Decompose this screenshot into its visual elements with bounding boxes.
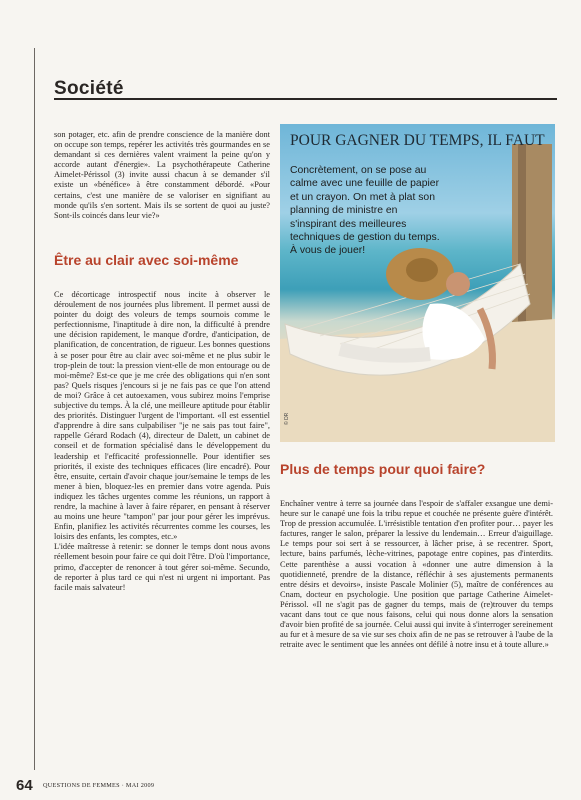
body-paragraph: L'idée maîtresse à retenir: se donner le temps dont nous avons réellement besoin pour faire ce qui doit l'être. D'où l'importance, primo, d'accepter de renoncer à tout gérer soi-même. Secundo, de reporter à plus tard ce qui n'est ni urgent ni important. Pas facile mais salvateur! [54,542,270,592]
body-paragraph: Enchaîner ventre à terre sa journée dans l'espoir de s'affaler exsangue une demi-heure sur le canapé une fois la tribu repue et couchée ne présente guère d'intérêt. Trop de pression accumulée. L'irrésistible tentation d'en profiter pour… payer les factures, ranger le salon, préparer la lessive du lendemain… Erreur d'aiguillage. Le temps pour soi sert à se ressourcer, à lâcher prise, à se recentrer. Sport, lecture, bains parfumés, lèche-vitrines, papotage entre copines, pas d'interdits. Cette parenthèse a aussi vocation à «donner une autre dimension à la quotidienneté, prendre de la distance, réfléchir à ses ajustements permanents entre désirs et devoirs», insiste Pascale Molinier (5), maître de conférences au Cnam, docteur en psychologie. Une position que partage Catherine Aimelet-Périssol. «Il ne s'agit pas de gagner du temps, mais de (re)trouver du temps vacant dans tout ce que nous faisons, celui qui nous donne alors la sensation d'avoir bien profité de sa journée. Celui aussi qui invite à s'interroger sereinement au fur et à mesure de sa vie sur ses choix afin de ne pas se retrouver à l'aube de la retraite avec le sentiment que les années ont défilé à notre insu et à toute allure.» [280,499,553,650]
box-text: Concrètement, on se pose au calme avec une feuille de papier et un crayon. On met à plat son planning de ministre en s'inspirant des meilleures techniques de gestion du temps. À vous de jouer! [290,165,440,257]
column-left-body [54,290,270,593]
intro-paragraph: son potager, etc. afin de prendre conscience de la manière dont on occupe son temps, repérer les activités très gourmandes en se demandant si ces dernières valent vraiment la peine qu'on y accorde autant d'énergie». La psychothérapeute Catherine Aimelet-Périssol (3) invite aussi chacun à se demander s'il existe un «bénéfice» à être constamment débordé. «Pour certains, c'est une manière de se valoriser en signifiant au monde qu'ils s'en sortent. Mais ils se sortent de quoi au juste? Sont-ils coincés dans leur vie?» [54,130,270,220]
column-left [54,130,270,221]
left-margin-rule [34,48,35,770]
hat-crown [406,258,438,282]
page-number: 64 [16,777,33,794]
section-title: Société [54,78,124,99]
box-title: POUR GAGNER DU TEMPS, IL FAUT [290,132,545,149]
legs [340,349,430,356]
photo-credit: © DR [284,412,290,425]
body-paragraph: Ce décorticage introspectif nous incite à observer le déroulement de nos journées plus librement. Il permet aussi de pointer du doigt des voleurs de temps sournois comme le perfectionnisme, l'inaptitude à dire non, la difficulté à prendre une décision rapidement, le manque d'ordre, d'anticipation, de planification, de concentration, de rigueur. Les bonnes questions à se poser pour être au clair avec soi-même et ne plus subir le trop-plein de tout: la pression vient-elle de mon entourage ou de moi-même? Est-ce que je me crée des obligations qui n'en sont pas? Quels risques j'encours si je ne fais pas ce que l'on attend de moi? Grâce à cet autoexamen, vous subirez moins l'emprise subjective du temps. À la clé, une meilleure aptitude pour établir des priorités. Distinguer l'urgent de l'important. «Il est essentiel d'apprendre à dire sans culpabiliser "je ne sais pas tout faire", rappelle Gérard Rodach (4), directeur de Dalett, un cabinet de conseil et de formation spécialisé dans le développement du leadership et l'efficacité professionnelle. Pour identifier ses priorités, il existe des techniques efficaces (lire encadré). Pour être, ensuite, certain d'avoir chaque jour/semaine le temps de les mener à bien, bloquez-les en premier dans votre agenda. Puis indiquez les tâches urgentes comme les réunions, un rapport à rendre, la machine à laver à faire réparer, en pensant à réserver au moins une heure "tampon" par jour pour gérer les imprévus. Enfin, planifiez les activités récurrentes comme les courses, les loisirs des enfants, les comptes, etc.» [54,290,270,542]
subheading-etre-au-clair: Être au clair avec soi-même [54,252,239,268]
subheading-plus-de-temps: Plus de temps pour quoi faire? [280,461,486,477]
header-rule [54,98,557,100]
subheading-right-wrap [280,462,553,477]
page-footer [16,777,155,795]
hammock-photo-box [280,124,555,442]
magazine-credit: QUESTIONS DE FEMMES · MAI 2009 [43,782,155,789]
face [446,272,470,296]
subheading-left-wrap [54,253,270,268]
column-right [280,499,553,650]
